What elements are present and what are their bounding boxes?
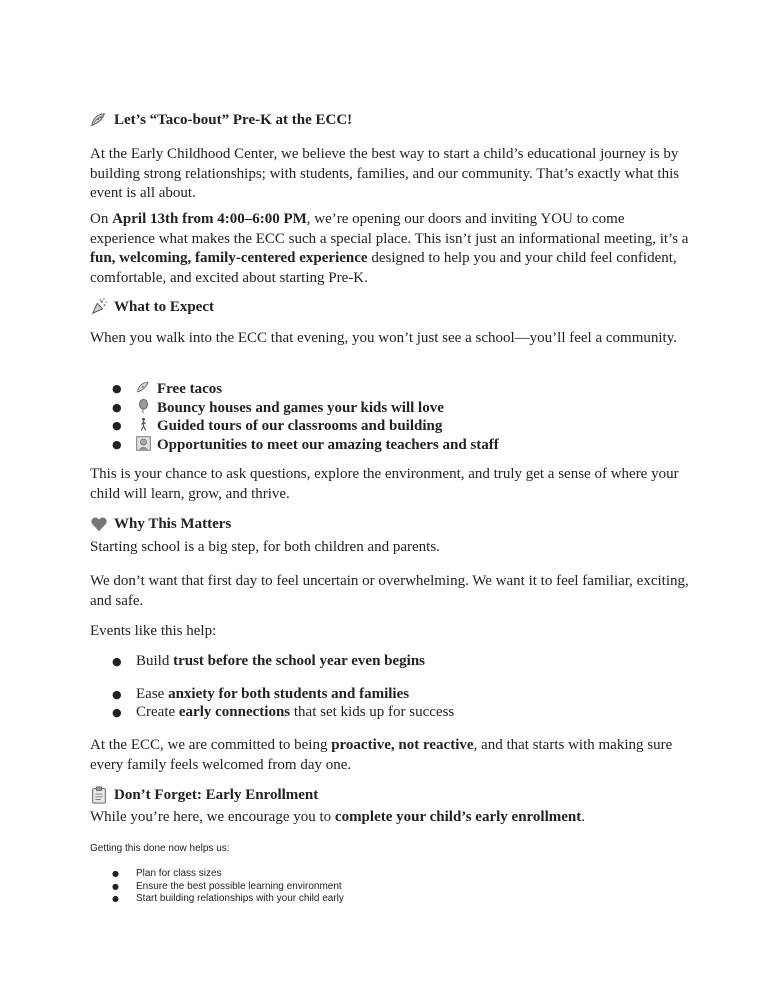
enrollment-paragraph: While you’re here, we encourage you to complete your child’s early enrollment. [90, 809, 586, 825]
expect-list [112, 380, 499, 454]
matters-paragraph-1: Starting school is a big step, for both children and parents. [90, 539, 440, 555]
expect-outro-paragraph: This is your chance to ask questions, explore the environment, and truly get a sense of where your child will learn, grow, and thrive. [90, 466, 679, 502]
expect-intro-paragraph: When you walk into the ECC that evening, you won’t just see a school—you’ll feel a community. [90, 330, 677, 346]
taco-icon [90, 111, 108, 129]
helps-us-list-item: ● Plan for class sizes [112, 868, 344, 881]
walking-person-icon [136, 417, 151, 432]
helps-us-list-item: ● Start building relationships with your child early [112, 893, 344, 906]
commitment-paragraph: At the ECC, we are committed to being proactive, not reactive, and that starts with making sure every family feels welcomed from day one. [90, 737, 673, 773]
heart-icon [90, 515, 108, 533]
teacher-icon [136, 436, 151, 451]
expect-list-item: ● Opportunities to meet our amazing teachers and staff [112, 436, 499, 455]
help-list [112, 653, 425, 671]
intro-paragraph: At the Early Childhood Center, we believe the best way to start a child’s educational journey is by building strong relationships; with students, families, and our community. That’s exactly what this event is all about. [90, 146, 680, 201]
why-this-matters-heading-text: Why This Matters [114, 516, 232, 532]
event-paragraph: On April 13th from 4:00–6:00 PM, we’re opening our doors and inviting YOU to come experience what makes the ECC such a special place. This isn’t just an informational meeting, it’s a fun, welcoming, family-centered experience designed to help you and your child feel confident, comfortable, and excited about starting Pre-K. [90, 211, 689, 286]
matters-paragraph-2: We don’t want that first day to feel uncertain or overwhelming. We want it to feel familiar, exciting, and safe. [90, 573, 689, 609]
help-list-item: ● Create early connections that set kids up for success [112, 704, 454, 722]
expect-list-item: ● Free tacos [112, 380, 499, 399]
early-enrollment-heading [90, 786, 318, 804]
event-highlight: fun, welcoming, family-centered experience [90, 250, 368, 266]
taco-icon [136, 380, 151, 395]
matters-paragraph-3: Events like this help: [90, 623, 217, 639]
why-this-matters-heading [90, 515, 231, 533]
event-date-time: April 13th from 4:00–6:00 PM [112, 211, 307, 227]
helps-us-list-item: ● Ensure the best possible learning environment [112, 881, 344, 894]
what-to-expect-heading [90, 298, 214, 316]
party-popper-icon [90, 298, 108, 316]
helps-us-intro: Getting this done now helps us: [90, 843, 230, 854]
expect-list-item: ● Bouncy houses and games your kids will love [112, 399, 499, 418]
help-list-continued [112, 686, 454, 721]
helps-us-list [112, 868, 344, 906]
help-list-item: ● Ease anxiety for both students and families [112, 686, 454, 704]
main-heading [90, 111, 352, 129]
what-to-expect-heading-text: What to Expect [114, 299, 214, 315]
early-enrollment-heading-text: Don’t Forget: Early Enrollment [114, 787, 319, 803]
clipboard-icon [90, 786, 108, 804]
help-list-item: ● Build trust before the school year even begins [112, 653, 425, 671]
expect-list-item: ● Guided tours of our classrooms and building [112, 417, 499, 436]
balloon-icon [136, 399, 151, 414]
main-heading-text: Let’s “Taco-bout” Pre-K at the ECC! [114, 112, 353, 128]
